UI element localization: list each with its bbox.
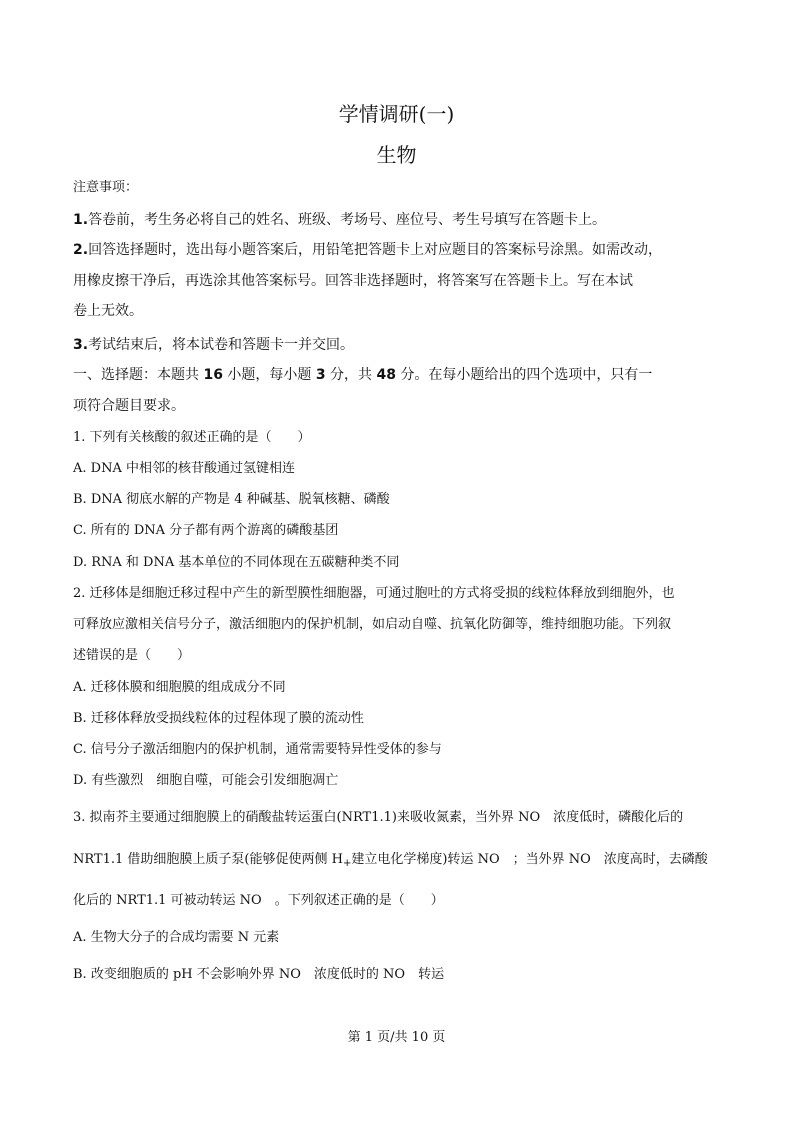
q2-option-a: A. 迁移体膜和细胞膜的组成成分不同 bbox=[73, 680, 286, 695]
section-text-a: 一、选择题：本题共 bbox=[73, 367, 199, 383]
q1-option-b: B. DNA 彻底水解的产物是 4 种碱基、脱氧核糖、磷酸 bbox=[73, 492, 390, 507]
note-2-line-1: 回答选择题时，选出每小题答案后，用铅笔把答题卡上对应题目的答案标号涂黑。如需改动， bbox=[88, 242, 663, 258]
q1-option-c: C. 所有的 DNA 分子都有两个游离的磷酸基团 bbox=[73, 523, 339, 538]
q1-option-a: A. DNA 中相邻的核苷酸通过氢键相连 bbox=[73, 461, 295, 476]
q2-option-d: D. 有些激烈 细胞自噬，可能会引发细胞凋亡 bbox=[73, 773, 339, 788]
page-footer: 第 1 页/共 10 页 bbox=[347, 1030, 446, 1045]
note-3 bbox=[73, 336, 354, 354]
section-heading bbox=[73, 366, 652, 384]
section-text-b: 小题，每小题 bbox=[227, 367, 312, 383]
section-text-d: 分。在每小题给出的四个选项中，只有一 bbox=[400, 367, 653, 383]
q3-stem-line-1: 3. 拟南芥主要通过细胞膜上的硝酸盐转运蛋白(NRT1.1)来吸收氮素，当外界 NO 浓度低时，磷酸化后的 bbox=[73, 810, 684, 825]
note-2-line-3: 卷上无效。 bbox=[73, 303, 143, 319]
page-title: 学情调研(一) bbox=[338, 102, 455, 126]
note-2 bbox=[73, 241, 662, 259]
q3-line-2-part-b: 建立电化学梯度)转运 NO ；当外界 NO 浓度高时，去磷酸 bbox=[351, 852, 708, 867]
score-each: 3 bbox=[315, 367, 326, 383]
note-2-number: 2. bbox=[73, 242, 89, 258]
section-heading-line-2: 项符合题目要求。 bbox=[73, 398, 185, 414]
note-1 bbox=[73, 211, 606, 229]
q2-stem-line-3: 述错误的是（ ） bbox=[73, 648, 191, 663]
q1-stem: 1. 下列有关核酸的叙述正确的是（ ） bbox=[73, 430, 311, 445]
notice-heading: 注意事项： bbox=[73, 180, 139, 195]
note-2-line-2: 用橡皮擦干净后，再选涂其他答案标号。回答非选择题时，将答案写在答题卡上。写在本试 bbox=[73, 273, 633, 289]
note-1-text: 答卷前，考生务必将自己的姓名、班级、考场号、座位号、考生号填写在答题卡上。 bbox=[88, 212, 607, 228]
q3-line-2-part-a: NRT1.1 借助细胞膜上质子泵(能够促使两侧 H bbox=[73, 852, 343, 867]
q2-stem-line-1: 2. 迁移体是细胞迁移过程中产生的新型膜性细胞器，可通过胞吐的方式将受损的线粒体释放到细胞外，也 bbox=[73, 586, 675, 601]
note-3-number: 3. bbox=[73, 337, 89, 353]
section-text-c: 分，共 bbox=[330, 367, 373, 383]
q2-stem-line-2: 可释放应激相关信号分子，激活细胞内的保护机制，如启动自噬、抗氧化防御等，维持细胞功能。下列叙 bbox=[73, 617, 672, 632]
q3-stem-line-3: 化后的 NRT1.1 可被动转运 NO 。下列叙述正确的是（ ） bbox=[73, 893, 444, 908]
note-3-text: 考试结束后，将本试卷和答题卡一并交回。 bbox=[88, 337, 355, 353]
note-1-number: 1. bbox=[73, 212, 89, 228]
q2-option-c: C. 信号分子激活细胞内的保护机制，通常需要特异性受体的参与 bbox=[73, 742, 442, 757]
total-score: 48 bbox=[376, 367, 396, 383]
q1-option-d: D. RNA 和 DNA 基本单位的不同体现在五碳糖种类不同 bbox=[73, 555, 400, 570]
q3-proton-superscript: + bbox=[342, 858, 352, 869]
q2-option-b: B. 迁移体释放受损线粒体的过程体现了膜的流动性 bbox=[73, 711, 364, 726]
q3-stem-line-2 bbox=[73, 851, 708, 870]
q3-option-b: B. 改变细胞质的 pH 不会影响外界 NO 浓度低时的 NO 转运 bbox=[73, 967, 445, 982]
subject-title: 生物 bbox=[376, 143, 417, 167]
q3-option-a: A. 生物大分子的合成均需要 N 元素 bbox=[73, 930, 280, 945]
question-count: 16 bbox=[203, 367, 223, 383]
